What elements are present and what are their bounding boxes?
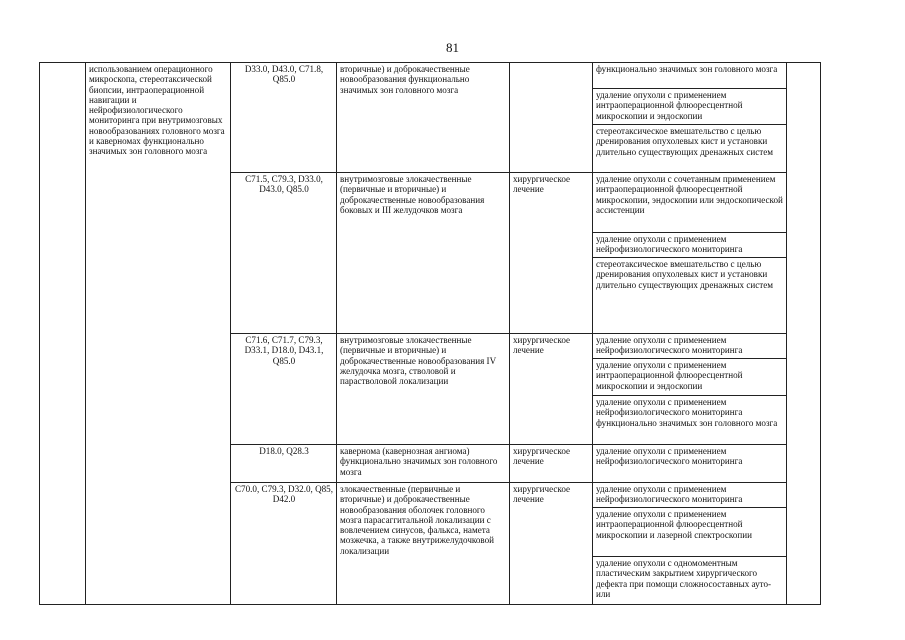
page-number: 81: [446, 40, 459, 55]
icd-codes-cell: C70.0, C79.3, D32.0, Q85, D42.0: [231, 483, 337, 605]
icd-codes-cell: D33.0, D43.0, C71.8, Q85.0: [231, 63, 337, 173]
treatment-type-cell: хирургическое лечение: [510, 483, 593, 605]
method-detail-cell: удаление опухоли с применением интраоперационной флюоресцентной микроскопии и лазерной спектроскопии: [593, 508, 787, 557]
method-detail-cell: удаление опухоли с применением нейрофизиологического мониторинга: [593, 233, 787, 258]
icd-codes-cell: D18.0, Q28.3: [231, 445, 337, 483]
method-detail-cell: удаление опухоли с применением интраоперационной флюоресцентной микроскопии и эндоскопии: [593, 89, 787, 125]
extra-cell: [787, 63, 821, 605]
diagnosis-cell: внутримозговые злокачественные (первичные и вторичные) и доброкачественные новообразования IV желудочка мозга, стволовой и парастволовой локализации: [337, 334, 510, 445]
treatment-type-cell: хирургическое лечение: [510, 173, 593, 334]
icd-codes-cell: C71.6, C71.7, C79.3, D33.1, D18.0, D43.1, Q85.0: [231, 334, 337, 445]
method-detail-cell: удаление опухоли с применением нейрофизиологического мониторинга: [593, 334, 787, 359]
icd-codes-cell: C71.5, C79.3, D33.0, D43.0, Q85.0: [231, 173, 337, 334]
method-detail-cell: удаление опухоли с применением нейрофизиологического мониторинга: [593, 483, 787, 508]
method-detail-cell: удаление опухоли с применением интраоперационной флюоресцентной микроскопии и эндоскопии: [593, 359, 787, 396]
method-detail-cell: стереотаксическое вмешательство с целью дренирования опухолевых кист и установки длительно существующих дренажных систем: [593, 258, 787, 334]
method-detail-cell: удаление опухоли с сочетанным применением интраоперационной флюоресцентной микроскопии, эндоскопии или эндоскопической ассистенции: [593, 173, 787, 233]
method-detail-cell: функционально значимых зон головного мозга: [593, 63, 787, 89]
method-cell: использованием операционного микроскопа, стереотаксической биопсии, интраоперационной навигации и нейрофизиологического мониторинга при внутримозговых новообразованиях головного мозга и каверномах функционально значимых зон головного мозга: [86, 63, 231, 605]
treatment-type-cell: хирургическое лечение: [510, 445, 593, 483]
treatment-type-cell: хирургическое лечение: [510, 334, 593, 445]
table-row: [40, 63, 821, 89]
method-detail-cell: удаление опухоли с применением нейрофизиологического мониторинга: [593, 445, 787, 483]
diagnosis-cell: кавернома (кавернозная ангиома) функционально значимых зон головного мозга: [337, 445, 510, 483]
procedures-table: [39, 62, 821, 605]
diagnosis-cell: злокачественные (первичные и вторичные) и доброкачественные новообразования оболочек головного мозга парасаггитальной локализации с вовлечением синусов, фалькса, намета мозжечка, а также внутрижелудочковой локализации: [337, 483, 510, 605]
diagnosis-cell: внутримозговые злокачественные (первичные и вторичные) и доброкачественные новообразования боковых и III желудочков мозга: [337, 173, 510, 334]
diagnosis-cell: вторичные) и доброкачественные новообразования функционально значимых зон головного мозга: [337, 63, 510, 173]
method-detail-cell: удаление опухоли с применением нейрофизиологического мониторинга функционально значимых зон головного мозга: [593, 396, 787, 445]
method-detail-cell: стереотаксическое вмешательство с целью дренирования опухолевых кист и установки длительно существующих дренажных систем: [593, 125, 787, 173]
number-cell: [40, 63, 86, 605]
method-detail-cell: удаление опухоли с одномоментным пластическим закрытием хирургического дефекта при помощи сложносоставных ауто- или: [593, 557, 787, 605]
treatment-type-cell: [510, 63, 593, 173]
